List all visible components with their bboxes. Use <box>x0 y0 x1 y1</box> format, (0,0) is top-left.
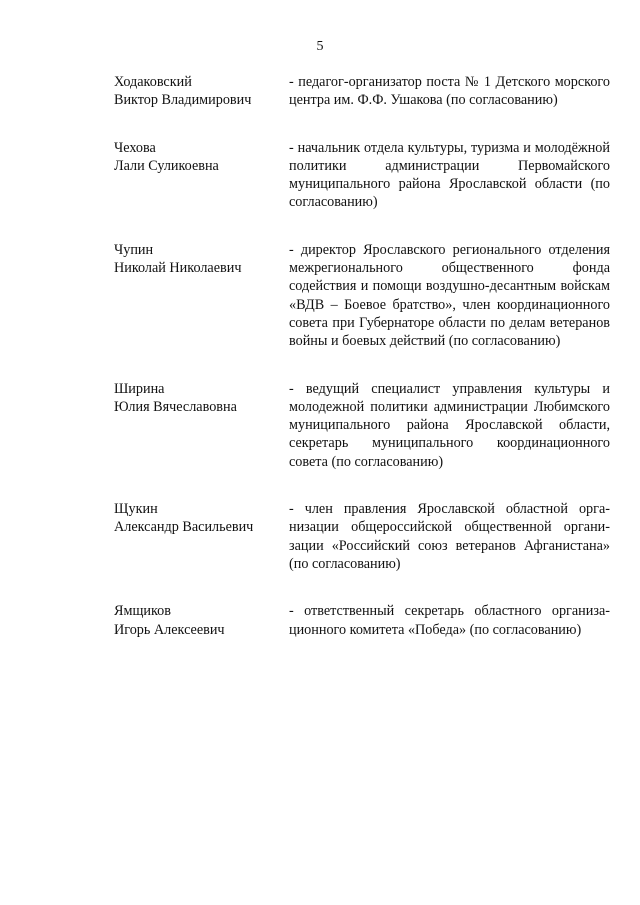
member-surname: Ямщиков <box>114 603 171 620</box>
member-entry <box>114 602 610 639</box>
page-number: 5 <box>316 39 324 54</box>
member-entry <box>114 500 610 573</box>
member-name <box>114 139 289 212</box>
member-entry <box>114 241 610 351</box>
member-name <box>114 500 289 573</box>
member-role: - ведущий специалист управления культуры и молодежной политики администрации Любимского муниципального района Ярославской области, секретарь муниципального координационного совета (по согласованию) <box>289 380 610 470</box>
member-role: - член правления Ярославской областной организации общероссийской общественной организации «Российский союз ветеранов Афганистана» (по согласованию) <box>289 501 610 572</box>
member-name <box>114 380 289 471</box>
member-given-name: Виктор Владимирович <box>114 92 252 109</box>
member-surname: Ходаковский <box>114 74 192 90</box>
member-name <box>114 241 289 351</box>
member-surname: Ширина <box>114 380 165 397</box>
member-surname: Чехова <box>114 139 156 156</box>
member-role: - ответственный секретарь областного организационного комитета «Победа» (по согласованию) <box>289 603 610 638</box>
member-entry <box>114 73 610 110</box>
member-role: - педагог-организатор поста № 1 Детского морского центра им. Ф.Ф. Ушакова (по согласованию) <box>289 74 610 109</box>
member-name <box>114 73 289 110</box>
member-given-name: Александр Васильевич <box>114 519 254 536</box>
member-given-name: Николай Николаевич <box>114 260 242 277</box>
member-given-name: Лали Суликоевна <box>114 157 219 174</box>
members-list <box>114 73 610 668</box>
member-entry <box>114 139 610 212</box>
member-role: - начальник отдела культуры, туризма и молодёжной политики администрации Первомайского муниципального района Ярославской области (по согласованию) <box>289 139 610 211</box>
member-name <box>114 602 289 639</box>
member-given-name: Юлия Вячеславовна <box>114 398 237 415</box>
member-given-name: Игорь Алексеевич <box>114 621 225 638</box>
member-entry <box>114 380 610 471</box>
member-role: - директор Ярославского регионального отделения межрегионального общественного фонда содействия и помощи воздушно-десантным войскам «ВДВ – Боевое братство», член координационного совета при Губернаторе области по делам ветеранов войны и боевых действий (по согласованию) <box>289 241 610 350</box>
member-surname: Щукин <box>114 501 158 518</box>
member-surname: Чупин <box>114 241 154 258</box>
